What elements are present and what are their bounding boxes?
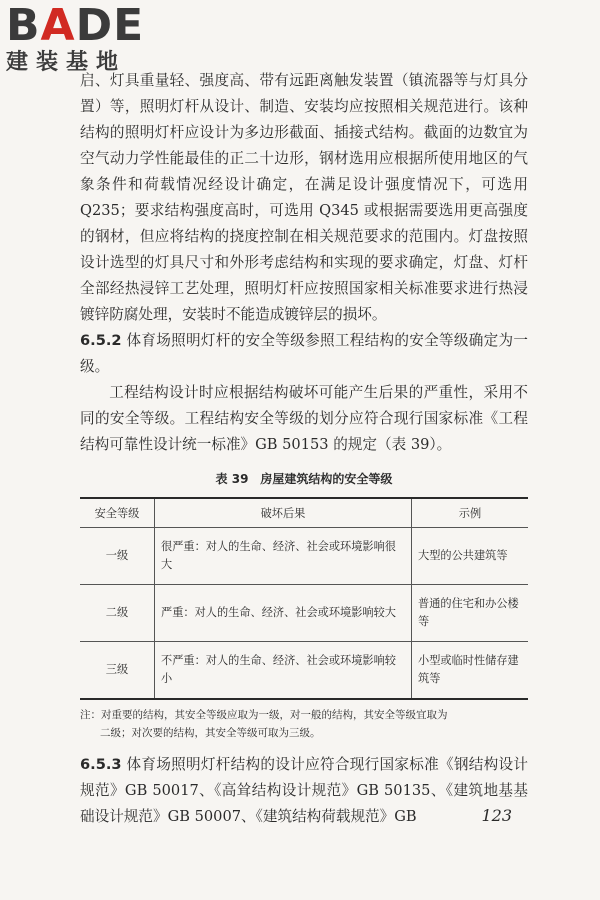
table-note	[80, 706, 528, 742]
watermark-logo	[6, 0, 186, 76]
paragraph-safety-grade: 工程结构设计时应根据结构破坏可能产生后果的严重性，采用不同的安全等级。工程结构安全等级的划分应符合现行国家标准《工程结构可靠性设计统一标准》GB 50153 的规定（表 39）。	[80, 384, 528, 453]
cell-example: 大型的公共建筑等	[412, 528, 529, 585]
logo-subtitle: 建装基地	[6, 50, 127, 75]
safety-grade-table	[80, 497, 528, 700]
paragraph-lighting-pole-structure: 启、灯具重量轻、强度高、带有远距离触发装置（镇流器等与灯具分置）等，照明灯杆从设计、制造、安装均应按照相关规范进行。该种结构的照明灯杆应设计为多边形截面、插接式结构。截面的边数宜为空气动力学性能最佳的正二十边形，钢材选用应根据所使用地区的气象条件和荷载情况经设计确定，在满足设计强度情况下，可选用 Q235；要求结构强度高时，可选用 Q345 或根据需要选用更高强度的钢材，但应将结构的挠度控制在相关规范要求的范围内。灯盘按照设计选型的灯具尺寸和外形考虑结构和实现的要求确定，灯盘、灯杆全部经热浸锌工艺处理，照明灯杆应按照国家相关标准要求进行热浸镀锌防腐处理，安装时不能造成镀锌层的损坏。	[80, 72, 528, 323]
table-caption: 表 39 房屋建筑结构的安全等级	[215, 472, 393, 486]
cell-grade: 一级	[80, 528, 155, 585]
clause-number: 6.5.3	[80, 756, 122, 773]
logo-wordmark: BADE	[6, 0, 145, 51]
note-line-1: 注：对重要的结构，其安全等级应取为一级，对一般的结构，其安全等级宜取为	[80, 709, 448, 721]
header-consequence: 破坏后果	[155, 498, 412, 528]
header-grade: 安全等级	[80, 498, 155, 528]
table-header-row	[80, 498, 528, 528]
header-example: 示例	[412, 498, 529, 528]
cell-grade: 二级	[80, 585, 155, 642]
cell-example: 普通的住宅和办公楼等	[412, 585, 529, 642]
page-content	[80, 68, 528, 830]
clause-number: 6.5.2	[80, 332, 122, 349]
page-number: 123	[481, 806, 512, 825]
note-line-2: 二级；对次要的结构，其安全等级可取为三级。	[100, 727, 321, 739]
clause-6-5-3	[80, 752, 528, 830]
table-row	[80, 585, 528, 642]
table-row	[80, 528, 528, 585]
cell-example: 小型或临时性储存建筑等	[412, 642, 529, 700]
clause-text: 体育场照明灯杆的安全等级参照工程结构的安全等级确定为一级。	[80, 332, 528, 375]
cell-consequence: 很严重：对人的生命、经济、社会或环境影响很大	[155, 528, 412, 585]
cell-consequence: 严重：对人的生命、经济、社会或环境影响较大	[155, 585, 412, 642]
clause-6-5-2	[80, 328, 528, 380]
table-row	[80, 642, 528, 700]
cell-consequence: 不严重：对人的生命、经济、社会或环境影响较小	[155, 642, 412, 700]
clause-text: 体育场照明灯杆结构的设计应符合现行国家标准《钢结构设计规范》GB 50017、《高耸结构设计规范》GB 50135、《建筑地基基础设计规范》GB 50007、《建筑结构荷载规范》GB	[80, 756, 528, 825]
cell-grade: 三级	[80, 642, 155, 700]
